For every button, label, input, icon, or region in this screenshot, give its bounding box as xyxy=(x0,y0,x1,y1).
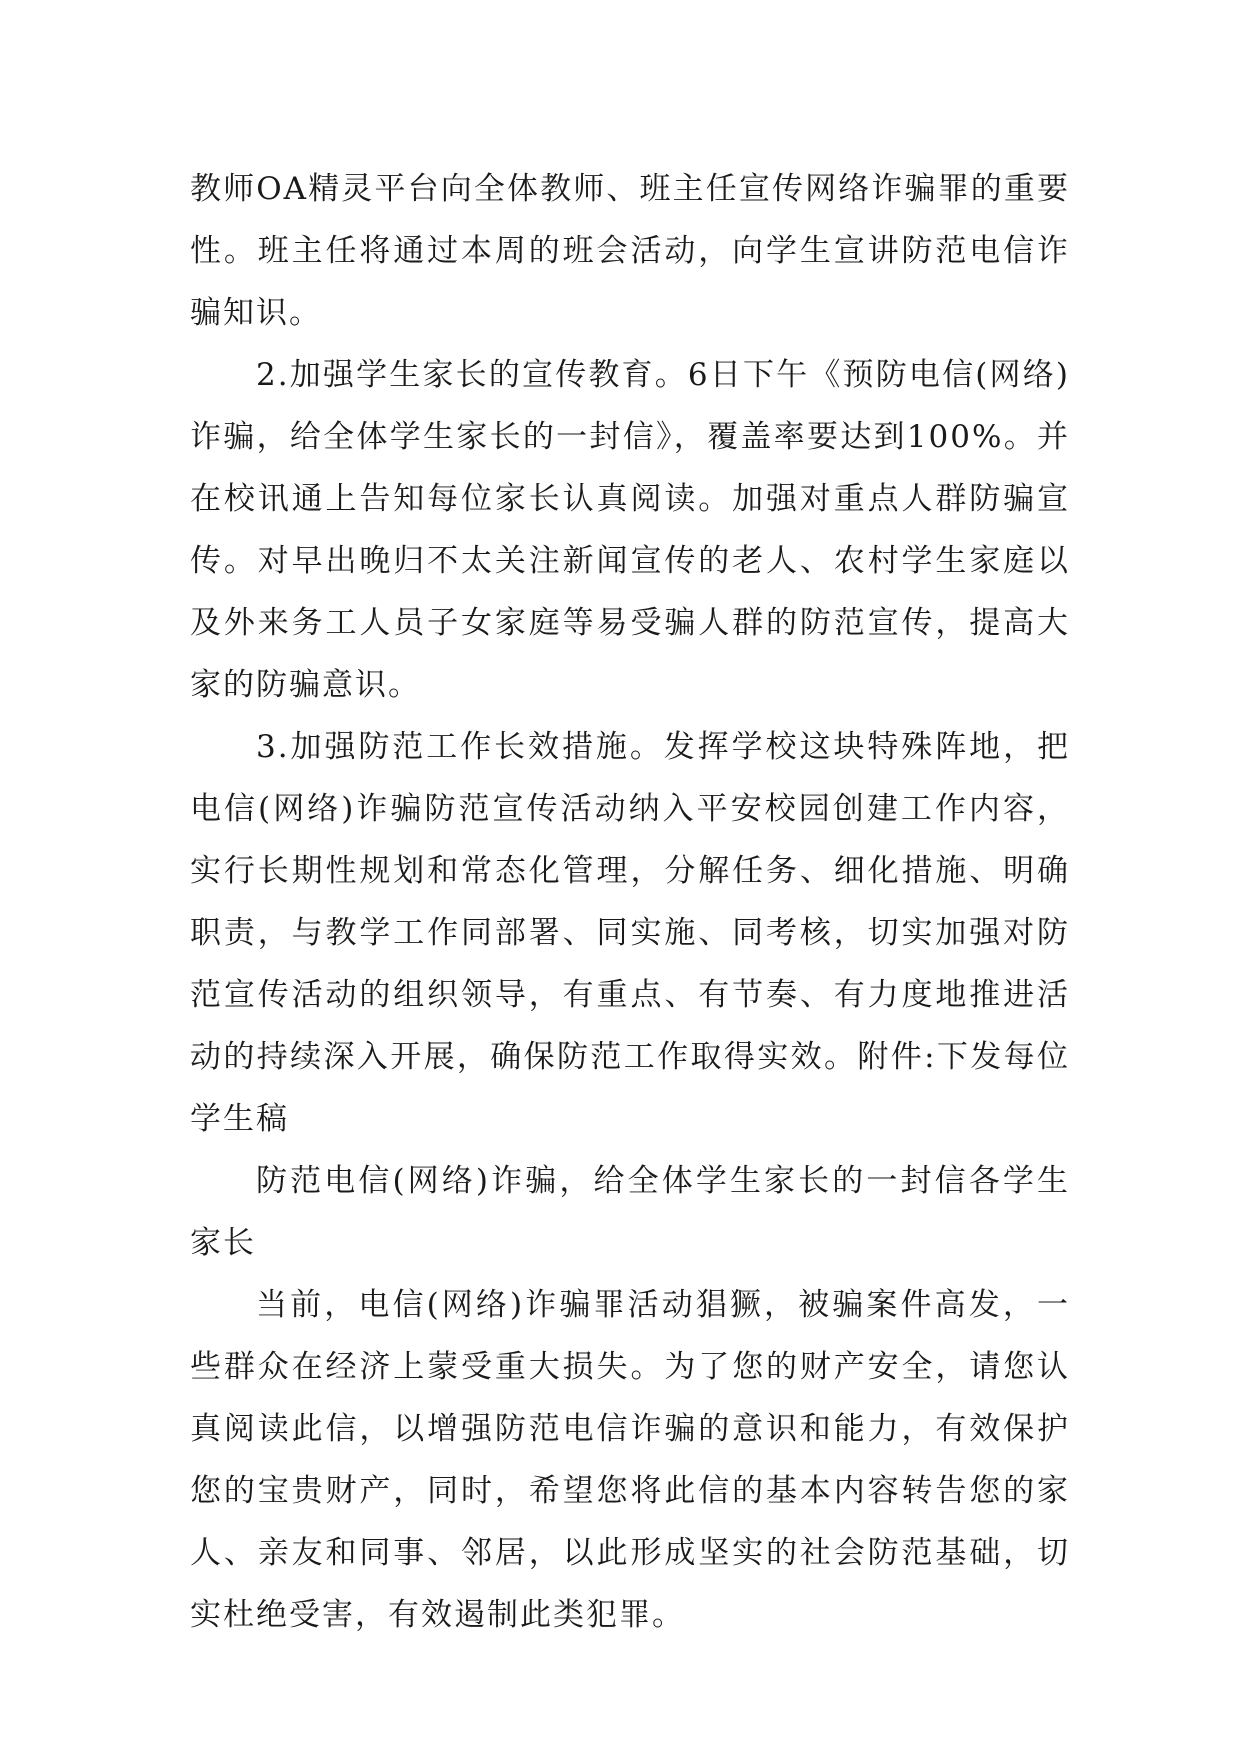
paragraph-parent-education: 2.加强学生家长的宣传教育。6日下午《预防电信(网络)诈骗，给全体学生家长的一封信》，覆盖率要达到100%。并在校讯通上告知每位家长认真阅读。加强对重点人群防骗宣传。对早出晚归不太关注新闻宣传的老人、农村学生家庭以及外来务工人员子女家庭等易受骗人群的防范宣传，提高大家的防骗意识。 xyxy=(190,357,1070,703)
paragraph-oa-platform: 教师OA精灵平台向全体教师、班主任宣传网络诈骗罪的重要性。班主任将通过本周的班会活动，向学生宣讲防范电信诈骗知识。 xyxy=(190,171,1070,331)
paragraph-letter-body: 当前，电信(网络)诈骗罪活动猖獗，被骗案件高发，一些群众在经济上蒙受重大损失。为了您的财产安全，请您认真阅读此信，以增强防范电信诈骗的意识和能力，有效保护您的宝贵财产，同时，希望您将此信的基本内容转告您的家人、亲友和同事、邻居，以此形成坚实的社会防范基础，切实杜绝受害，有效遏制此类犯罪。 xyxy=(190,1287,1070,1633)
document-body xyxy=(190,158,1070,1646)
paragraph-letter-heading: 防范电信(网络)诈骗，给全体学生家长的一封信各学生家长 xyxy=(190,1163,1070,1261)
paragraph-long-term-measures: 3.加强防范工作长效措施。发挥学校这块特殊阵地，把电信(网络)诈骗防范宣传活动纳入平安校园创建工作内容，实行长期性规划和常态化管理，分解任务、细化措施、明确职责，与教学工作同部署、同实施、同考核，切实加强对防范宣传活动的组织领导，有重点、有节奏、有力度地推进活动的持续深入开展，确保防范工作取得实效。附件:下发每位学生稿 xyxy=(190,729,1070,1137)
